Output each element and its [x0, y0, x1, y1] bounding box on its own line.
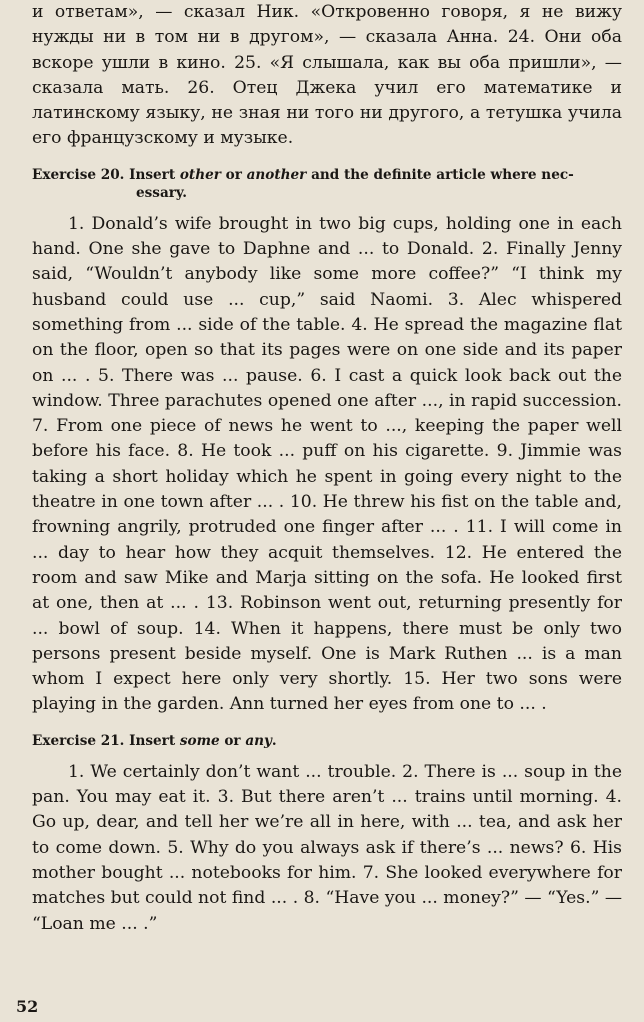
exercise-20-heading-or: or [220, 166, 247, 183]
exercise-20-heading-line2: essary. [136, 184, 187, 201]
exercise-21-heading-or: or [219, 732, 246, 749]
page-number: 52 [16, 997, 39, 1016]
exercise-21-body: 1. We certainly don’t want ... trouble. 2. There is ... soup in the pan. You may eat it. 3. But there aren’t ... trains until morning. 4. Go up, dear, and tell her we’re all in here, with ... tea, and ask her to come down. 5. Why do you always ask if there’s ... news? 6. His mother bought ... notebooks for him. 7. She looked everywhere for matches but could not find ... . 8. “Have you ... money?” — “Yes.” — “Loan me ... .” [32, 761, 623, 934]
exercise-20-body: 1. Donald’s wife brought in two big cups, holding one in each hand. One she gave to Daphne and ... to Donald. 2. Finally Jenny said, “Wouldn’t anybody like some more coffee?” “I think my husband could use ... cup,” said Naomi. 3. Alec whispered something from ... side of the table. 4. He spread the magazine flat on the floor, open so that its pages were on one side and its paper on ... . 5. There was ... pause. 6. I cast a quick look back out the window. Three parachutes opened one after ..., in rapid succession. 7. From one piece of news he went to ..., keeping the paper well before his face. 8. He took ... puff on his cigarette. 9. Jimmie was taking a short holiday which he spent in going every night to the theatre in one town after ... . 10. He threw his fist on the table and, frowning angrily, protruded one finger after ... . 11. I will come in ... day to hear how they acquit themselves. 12. He entered the room and saw Mike and Marja sitting on the sofa. He looked first at one, then at ... . 13. Robinson went out, returning presently for ... bowl of soup. 14. When it happens, there must be only two persons present beside myself. One is Mark Ruthen ... is a man whom I expect here only very shortly. 15. Her two sons were playing in the garden. Ann turned her eyes from one to ... . [32, 213, 622, 715]
exercise-21-heading-some: some [179, 732, 220, 749]
exercise-21-heading-suffix: . [271, 732, 277, 749]
exercise-20-heading-prefix: Exercise 20. Insert [32, 166, 180, 183]
russian-translation-text: и ответам», — сказал Ник. «Откровенно говоря, я не вижу нужды ни в том ни в другом», — сказала Анна. 24. Они оба вскоре ушли в кино. 25. «Я слышала, как вы оба пришли», — сказала мать. 26. Отец Джека учил его математике и латинскому языку, не зная ни того ни другого, а тетушка учила его французскому и музыке. [32, 2, 622, 149]
exercise-20-heading-suffix: and the definite article where nec- [306, 166, 574, 183]
exercise-21-heading-any: any [245, 732, 272, 749]
exercise-21-heading [32, 732, 622, 750]
exercise-20-heading-another: another [246, 166, 307, 183]
exercise-21-heading-prefix: Exercise 21. Insert [32, 732, 180, 749]
exercise-20-heading [32, 166, 622, 202]
exercise-20-heading-other: other [179, 166, 221, 183]
